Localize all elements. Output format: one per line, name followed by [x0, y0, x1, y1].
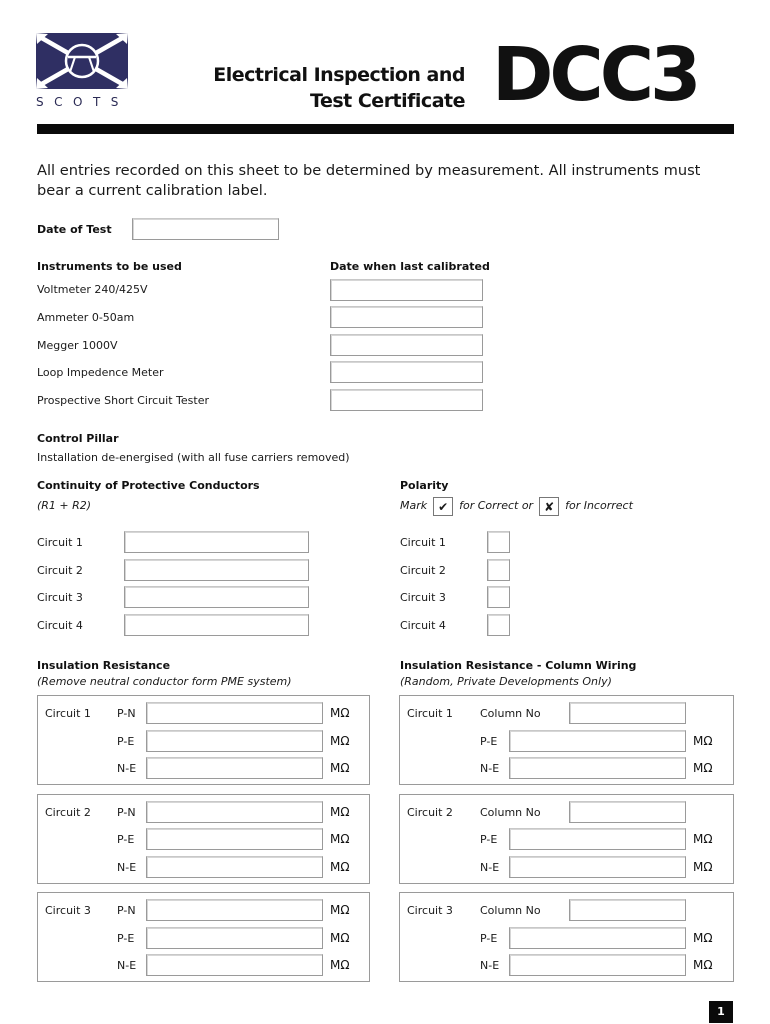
intro-text: All entries recorded on this sheet to be determined by measurement. All instruments must bear a current calibration label. — [37, 162, 701, 199]
column-circuit-label: Circuit 3 — [407, 904, 453, 917]
polarity-correct-label: for Correct or — [459, 499, 534, 512]
continuity-circuit-1-input[interactable] — [124, 531, 309, 553]
saltire-logo-icon — [36, 33, 128, 89]
row-label: P-E — [117, 833, 135, 846]
column-circuit-label: Circuit 2 — [407, 806, 453, 819]
continuity-circuit-label: Circuit 4 — [37, 619, 83, 632]
column-c1-pe-input[interactable] — [509, 730, 686, 752]
row-label: P-E — [480, 833, 498, 846]
polarity-heading: Polarity — [400, 479, 449, 492]
unit-label: MΩ — [693, 761, 713, 775]
unit-label: MΩ — [330, 958, 350, 972]
header-rule — [37, 124, 734, 134]
row-label: P-N — [117, 904, 136, 917]
column-c2-number-input[interactable] — [569, 801, 686, 823]
calibrated-heading: Date when last calibrated — [330, 260, 490, 273]
column-c3-ne-input[interactable] — [509, 954, 686, 976]
unit-label: MΩ — [693, 860, 713, 874]
pscc-tester-calibration-input[interactable] — [330, 389, 483, 411]
column-wiring-subheading: (Random, Private Developments Only) — [400, 675, 612, 688]
instruments-heading: Instruments to be used — [37, 260, 182, 273]
unit-label: MΩ — [330, 903, 350, 917]
cross-icon: ✘ — [539, 497, 559, 516]
continuity-subheading: (R1 + R2) — [37, 499, 92, 512]
polarity-circuit-2-box[interactable] — [487, 559, 510, 581]
continuity-circuit-label: Circuit 1 — [37, 536, 83, 549]
unit-label: MΩ — [330, 931, 350, 945]
instrument-label: Voltmeter 240/425V — [37, 283, 148, 296]
unit-label: MΩ — [330, 761, 350, 775]
continuity-circuit-4-input[interactable] — [124, 614, 309, 636]
continuity-circuit-2-input[interactable] — [124, 559, 309, 581]
column-no-label: Column No — [480, 806, 541, 819]
instrument-label: Prospective Short Circuit Tester — [37, 394, 209, 407]
row-label: N-E — [480, 861, 500, 874]
insulation-c2-pn-input[interactable] — [146, 801, 323, 823]
row-label: P-E — [480, 735, 498, 748]
insulation-circuit-label: Circuit 3 — [45, 904, 91, 917]
row-label: P-E — [117, 932, 135, 945]
row-label: N-E — [480, 762, 500, 775]
polarity-circuit-label: Circuit 3 — [400, 591, 446, 604]
insulation-c1-pn-input[interactable] — [146, 702, 323, 724]
logo-text: SCOTS — [36, 95, 129, 109]
insulation-c3-ne-input[interactable] — [146, 954, 323, 976]
continuity-circuit-3-input[interactable] — [124, 586, 309, 608]
unit-label: MΩ — [693, 734, 713, 748]
row-label: P-E — [480, 932, 498, 945]
voltmeter-calibration-input[interactable] — [330, 279, 483, 301]
polarity-circuit-1-box[interactable] — [487, 531, 510, 553]
insulation-c1-ne-input[interactable] — [146, 757, 323, 779]
insulation-c2-pe-input[interactable] — [146, 828, 323, 850]
megger-calibration-input[interactable] — [330, 334, 483, 356]
column-c2-pe-input[interactable] — [509, 828, 686, 850]
insulation-subheading: (Remove neutral conductor form PME system) — [37, 675, 292, 688]
unit-label: MΩ — [693, 832, 713, 846]
row-label: N-E — [480, 959, 500, 972]
unit-label: MΩ — [693, 931, 713, 945]
column-no-label: Column No — [480, 904, 541, 917]
unit-label: MΩ — [330, 832, 350, 846]
instrument-label: Ammeter 0-50am — [37, 311, 135, 324]
page-number: 1 — [709, 1001, 733, 1023]
unit-label: MΩ — [693, 958, 713, 972]
scots-logo — [36, 33, 128, 89]
polarity-circuit-label: Circuit 2 — [400, 564, 446, 577]
column-wiring-heading: Insulation Resistance - Column Wiring — [400, 659, 637, 672]
row-label: P-N — [117, 806, 136, 819]
column-no-label: Column No — [480, 707, 541, 720]
title-line-2: Test Certificate — [310, 90, 465, 112]
insulation-c3-pn-input[interactable] — [146, 899, 323, 921]
title-line-1: Electrical Inspection and — [213, 64, 465, 86]
tick-icon: ✔ — [433, 497, 453, 516]
insulation-heading: Insulation Resistance — [37, 659, 171, 672]
column-c1-ne-input[interactable] — [509, 757, 686, 779]
polarity-legend — [400, 496, 633, 516]
date-of-test-label: Date of Test — [37, 223, 112, 236]
continuity-heading: Continuity of Protective Conductors — [37, 479, 260, 492]
insulation-c3-pe-input[interactable] — [146, 927, 323, 949]
form-code: DCC3 — [492, 32, 698, 118]
instrument-label: Loop Impedence Meter — [37, 366, 164, 379]
control-pillar-note: Installation de-energised (with all fuse carriers removed) — [37, 451, 350, 464]
row-label: N-E — [117, 959, 137, 972]
instrument-label: Megger 1000V — [37, 339, 118, 352]
unit-label: MΩ — [330, 706, 350, 720]
continuity-circuit-label: Circuit 2 — [37, 564, 83, 577]
polarity-circuit-3-box[interactable] — [487, 586, 510, 608]
unit-label: MΩ — [330, 805, 350, 819]
row-label: N-E — [117, 861, 137, 874]
column-c2-ne-input[interactable] — [509, 856, 686, 878]
insulation-c1-pe-input[interactable] — [146, 730, 323, 752]
column-c3-pe-input[interactable] — [509, 927, 686, 949]
row-label: N-E — [117, 762, 137, 775]
column-c3-number-input[interactable] — [569, 899, 686, 921]
polarity-circuit-label: Circuit 4 — [400, 619, 446, 632]
insulation-circuit-label: Circuit 1 — [45, 707, 91, 720]
polarity-incorrect-label: for Incorrect — [565, 499, 633, 512]
unit-label: MΩ — [330, 860, 350, 874]
polarity-circuit-4-box[interactable] — [487, 614, 510, 636]
polarity-circuit-label: Circuit 1 — [400, 536, 446, 549]
loop-impedence-calibration-input[interactable] — [330, 361, 483, 383]
polarity-mark-label: Mark — [400, 499, 428, 512]
insulation-c2-ne-input[interactable] — [146, 856, 323, 878]
insulation-circuit-label: Circuit 2 — [45, 806, 91, 819]
row-label: P-E — [117, 735, 135, 748]
column-circuit-label: Circuit 1 — [407, 707, 453, 720]
document-title — [213, 62, 465, 114]
unit-label: MΩ — [330, 734, 350, 748]
column-c1-number-input[interactable] — [569, 702, 686, 724]
row-label: P-N — [117, 707, 136, 720]
continuity-circuit-label: Circuit 3 — [37, 591, 83, 604]
ammeter-calibration-input[interactable] — [330, 306, 483, 328]
date-of-test-input[interactable] — [132, 218, 279, 240]
control-pillar-heading: Control Pillar — [37, 432, 119, 445]
